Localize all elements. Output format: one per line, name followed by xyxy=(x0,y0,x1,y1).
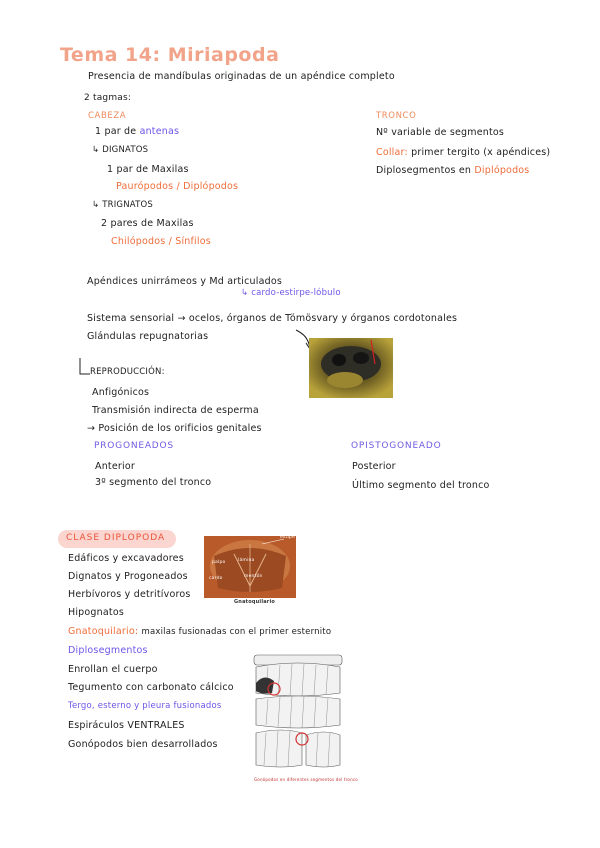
diplo-group: Diplópodos xyxy=(474,165,530,176)
dignatos-groups: Paurópodos / Diplópodos xyxy=(116,181,239,192)
trignatos-groups: Chilópodos / Sínfilos xyxy=(111,236,211,247)
gonopodos: Gonópodos bien desarrollados xyxy=(68,739,218,750)
collar-text: primer tergito (x apéndices) xyxy=(411,147,551,158)
antenas-prefix: 1 par de xyxy=(95,126,137,137)
clase-l4: Hipognatos xyxy=(68,607,124,618)
clase-l3: Herbívoros y detritívoros xyxy=(68,589,191,600)
gnato-label-estipe: estipe xyxy=(280,535,295,540)
gnatoquilario-figure xyxy=(204,536,296,606)
head-photo xyxy=(309,338,393,398)
gonopodos-caption: Gonópodos en diferentes segmentos del tronco xyxy=(254,777,358,782)
gnatoquilario-label: Gnatoquilario: xyxy=(68,626,139,637)
collar-label: Collar: xyxy=(376,147,408,158)
glandulas-line: Glándulas repugnatorias xyxy=(87,331,209,342)
tegumento: Tegumento con carbonato cálcico xyxy=(68,682,234,693)
tronco-collar xyxy=(376,147,550,158)
anfigonicos: Anfigónicos xyxy=(92,387,150,398)
transmision: Transmisión indirecta de esperma xyxy=(92,405,259,416)
tagmas-line: 2 tagmas: xyxy=(84,93,132,103)
tronco-diplo xyxy=(376,165,529,176)
intro-line: Presencia de mandíbulas originadas de un apéndice completo xyxy=(88,71,395,82)
gnato-label-menton: mentón xyxy=(244,574,263,579)
apendices-line: Apéndices unirrámeos y Md articulados xyxy=(87,276,283,287)
apendices-sub: ↳ cardo-estirpe-lóbulo xyxy=(241,288,341,298)
opistogoneado-l1: Posterior xyxy=(352,461,396,472)
progoneados-l2: 3º segmento del tronco xyxy=(95,477,212,488)
gonopodos-figure xyxy=(252,653,358,783)
progoneados-l1: Anterior xyxy=(95,461,135,472)
page-title: Tema 14: Miriapoda xyxy=(60,44,280,66)
gnatoquilario-line xyxy=(68,626,331,637)
reproduccion-heading: REPRODUCCIÓN: xyxy=(90,367,165,377)
gnato-label-cardo: cardo xyxy=(209,576,223,581)
diplosegmentos: Diplosegmentos xyxy=(68,645,148,656)
gnato-label-palpo: palpo xyxy=(212,560,226,565)
gnato-label-lamina: lámina xyxy=(238,558,255,563)
diplo-prefix: Diplosegmentos en xyxy=(376,165,472,176)
gnatoquilario-caption: Gnatoquilario xyxy=(234,599,276,605)
opistogoneado-l2: Último segmento del tronco xyxy=(352,480,490,491)
sistema-line: Sistema sensorial → ocelos, órganos de Tömösvary y órganos cordotonales xyxy=(87,313,458,324)
dignatos-maxilas: 1 par de Maxilas xyxy=(107,164,189,175)
enrollan: Enrollan el cuerpo xyxy=(68,664,158,675)
terga: Tergo, esterno y pleura fusionados xyxy=(68,701,222,711)
trignatos-maxilas: 2 pares de Maxilas xyxy=(101,218,194,229)
dignatos-label: ↳ DIGNATOS xyxy=(92,145,149,155)
clase-heading: CLASE DIPLOPODA xyxy=(66,533,166,543)
gnatoquilario-text: maxilas fusionadas con el primer esternito xyxy=(141,627,332,637)
espiraculos: Espiráculos VENTRALES xyxy=(68,720,185,731)
cabeza-heading: CABEZA xyxy=(88,111,127,121)
trignatos-label: ↳ TRIGNATOS xyxy=(92,200,154,210)
tronco-segmentos: Nº variable de segmentos xyxy=(376,127,505,138)
clase-l1: Edáficos y excavadores xyxy=(68,553,184,564)
antenas-line xyxy=(95,126,179,137)
posicion: → Posición de los orificios genitales xyxy=(87,423,262,434)
clase-l2: Dignatos y Progoneados xyxy=(68,571,188,582)
tronco-heading: TRONCO xyxy=(376,111,417,121)
antenas-word: antenas xyxy=(139,126,180,137)
opistogoneado-heading: OPISTOGONEADO xyxy=(351,441,442,451)
progoneados-heading: PROGONEADOS xyxy=(94,441,174,451)
